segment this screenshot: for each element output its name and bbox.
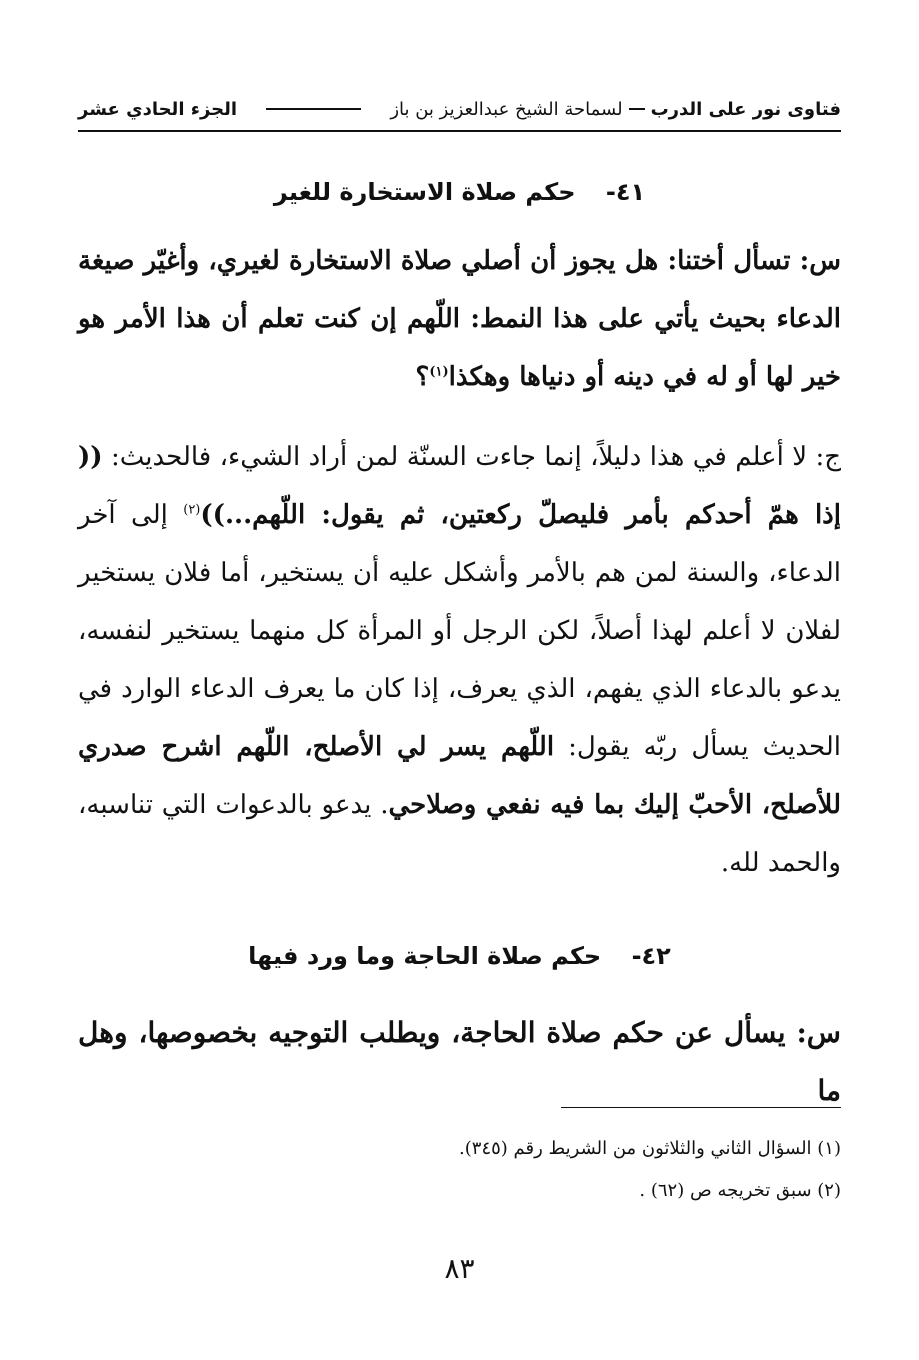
running-header-title-group: [390, 99, 841, 120]
author-credit: لسماحة الشيخ عبدالعزيز بن باز: [390, 98, 623, 120]
question-41-text: س: تسأل أختنا: هل يجوز أن أصلي صلاة الاستخارة لغيري، وأغيّر صيغة الدعاء بحيث يأتي على هذا النمط: اللّهم إن كنت تعلم أن هذا الأمر هو خير لها أو له في دينه أو دنياها وهكذا: [78, 246, 841, 392]
answer-41-part1: ج: لا أعلم في هذا دليلاً، إنما جاءت السنّة لمن أراد الشيء، فالحديث:: [102, 442, 841, 472]
page-number: ٨٣: [444, 1252, 475, 1285]
header-rule: [78, 130, 841, 132]
question-41-end: ؟: [415, 362, 430, 392]
section-41-title: حكم صلاة الاستخارة للغير: [273, 178, 576, 206]
section-41-number: ٤١-: [605, 178, 646, 206]
book-title: فتاوى نور على الدرب: [650, 98, 841, 120]
question-42-text: س: يسأل عن حكم صلاة الحاجة، ويطلب التوجيه بخصوصها، وهل ما: [78, 1016, 841, 1107]
running-header: [78, 92, 841, 126]
section-42-heading: [0, 942, 919, 970]
footnote-ref-1: (١): [429, 364, 449, 380]
footnotes: [78, 1128, 841, 1212]
header-dash-long: [266, 108, 361, 110]
section-41-question: [78, 232, 841, 406]
section-42-title: حكم صلاة الحاجة وما ورد فيها: [248, 942, 602, 970]
section-42-number: ٤٢-: [631, 942, 671, 970]
footnote-ref-2: (٢): [183, 502, 201, 518]
header-dash-short: [629, 108, 645, 110]
footnote-1: (١) السؤال الثاني والثلاثون من الشريط رقم (٣٤٥).: [459, 1138, 841, 1159]
volume-part: الجزء الحادي عشر: [78, 98, 238, 120]
section-42-question: [78, 1004, 841, 1120]
hadith-quote: (( إذا همّ أحدكم بأمر فليصلّ ركعتين، ثم يقول: اللّهم...)): [78, 442, 841, 530]
dua-text: اللّهم يسر لي الأصلح، اللّهم اشرح صدري للأصلح، الأحبّ إليك بما فيه نفعي وصلاحي: [78, 732, 841, 820]
section-41-heading: [0, 178, 919, 206]
footnote-rule: [561, 1107, 841, 1108]
footnote-2: (٢) سبق تخريجه ص (٦٢) .: [639, 1180, 841, 1201]
answer-41-part3: . يدعو بالدعوات التي تناسبه، والحمد لله.: [78, 790, 841, 878]
section-41-answer: [78, 428, 841, 892]
answer-41-part2: إلى آخر الدعاء، والسنة لمن هم بالأمر وأشكل عليه أن يستخير، أما فلان يستخير لفلان لا أعلم لهذا أصلاً، لكن الرجل أو المرأة كل منهما يستخير لنفسه، يدعو بالدعاء الذي يفهم، الذي يعرف، إذا كان ما يعرف الدعاء الوارد في الحديث يسأل ربّه يقول:: [78, 500, 841, 762]
